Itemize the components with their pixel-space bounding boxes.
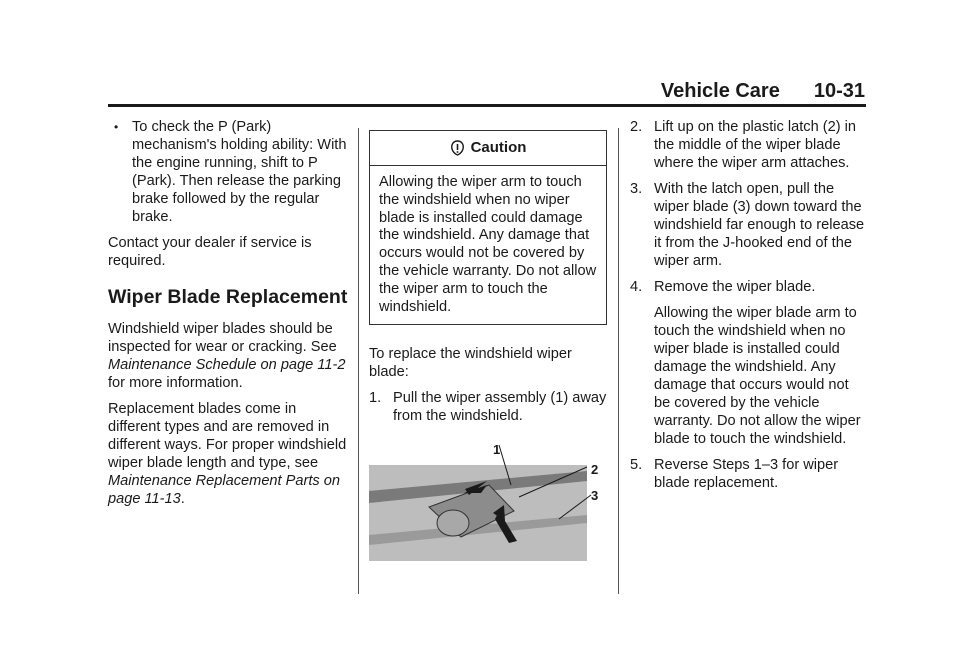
procedure-intro: To replace the windshield wiper blade: [369,346,572,381]
maintenance-schedule-link[interactable]: Maintenance Schedule on page 11-2 [108,357,346,373]
section-heading: Wiper Blade Replacement [108,286,348,308]
step-text: Remove the wiper blade. [654,279,816,295]
step-text: Reverse Steps 1–3 for wiper blade replacement. [654,457,839,491]
step-number: 1. [369,390,382,407]
caution-title: Caution [470,139,527,156]
inspection-text: Windshield wiper blades should be inspected for wear or cracking. See [108,321,337,355]
figure-label-3: 3 [591,488,599,504]
caution-icon [450,140,465,156]
step-number: 5. [630,457,643,473]
step-item [630,180,868,270]
column-divider-left [358,128,359,594]
figure-label-1: 1 [493,442,501,458]
step-item [630,278,868,296]
column-divider-right [618,128,619,594]
step-number: 3. [630,181,643,197]
column-right [630,118,868,500]
contact-paragraph: Contact your dealer if service is required. [108,235,312,269]
replacement-paragraph [108,400,348,508]
bullet-text: To check the P (Park) mechanism's holding ability: With the engine running, shift to P (Park). Then release the parking brake followed by the regular brake. [132,119,347,225]
page-header [661,80,865,103]
bullet-icon: • [114,120,119,134]
caution-box [369,130,607,325]
header-section-title: Vehicle Care [660,80,780,102]
caution-header [370,131,606,166]
step-text: Lift up on the plastic latch (2) in the middle of the wiper blade where the wiper arm attaches. [654,119,856,171]
figure-label-2: 2 [591,462,599,478]
replacement-parts-link[interactable]: Maintenance Replacement Parts on page 11-13 [108,473,341,507]
wiper-figure [369,441,599,561]
inspection-text-end: for more information. [108,375,243,391]
replacement-text: Replacement blades come in different types and are removed in different ways. For proper windshield wiper blade length and type, see [108,401,347,471]
header-rule [108,104,866,107]
step-number: 2. [630,119,643,135]
column-middle [369,118,609,561]
step-text: Pull the wiper assembly (1) away from the windshield. [393,390,607,425]
bullet-item [108,118,348,226]
column-left [108,118,348,516]
step-note: Allowing the wiper blade arm to touch the windshield when no wiper blade is installed could damage the windshield. Any damage that occurs would not be covered by the vehicle warranty. Do not allow the wiper blade to touch the windshield. [654,305,861,447]
step-item [630,456,868,492]
step-text: With the latch open, pull the wiper blade (3) down toward the windshield far enough to release it from the J-hooked end of the wiper arm. [654,181,865,269]
step-item [630,118,868,172]
inspection-paragraph [108,320,348,392]
step-item [369,389,609,425]
replacement-text-end: . [180,491,185,507]
caution-body: Allowing the wiper arm to touch the windshield when no wiper blade is installed could damage the windshield. Any damage that occurs would not be covered by the vehicle warranty. Do not allow the wiper arm to touch the windshield. [379,174,597,315]
wiper-illustration [369,441,595,561]
step-number: 4. [630,279,643,295]
header-page-number: 10-31 [813,80,865,102]
